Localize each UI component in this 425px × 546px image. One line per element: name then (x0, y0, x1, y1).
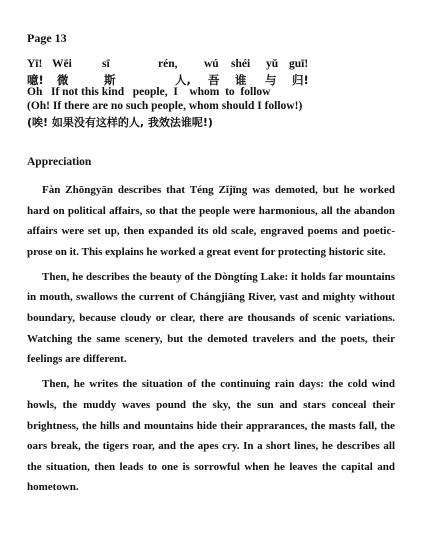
english-translation: (Oh! If there are no such people, whom should I follow!) (27, 100, 303, 112)
appreciation-body (27, 180, 395, 502)
pinyin-word: Wēi (52, 58, 72, 70)
pinyin-word: yǔ (266, 58, 279, 70)
pinyin-word: Yī! (27, 58, 43, 70)
chinese-translation: (唉! 如果没有这样的人, 我效法谁呢!) (27, 116, 213, 129)
hanzi-char: 斯 (104, 73, 116, 87)
pinyin-word: wú (204, 58, 219, 70)
hanzi-char: 归! (292, 73, 309, 87)
pinyin-word: shéi (231, 58, 251, 70)
english-gloss: Oh If not this kind people, I whom to follow (27, 86, 271, 98)
hanzi-char: 与 (265, 73, 277, 87)
hanzi-char: 微 (57, 73, 69, 87)
paragraph: Fàn Zhōngyān describes that Téng Zǐjīng was demoted, but he worked hard on political affairs, so that the people were harmonious, all the abandon affairs were set up, then expanded its old scale, engraved poems and poetic-prose on it. This explains he worked a great event for protecting historic site. (27, 184, 395, 258)
pinyin-word: guī! (289, 58, 309, 70)
hanzi-char: 谁 (235, 73, 247, 87)
paragraph: Then, he describes the beauty of the Dòngtíng Lake: it holds far mountains in mouth, swallows the current of Chángjiāng River, vast and mighty without boundary, because cloudy or clear, there are thousands of scenic variations. Watching the same scenery, but the demoted travelers and the poets, their feelings are different. (27, 270, 395, 366)
hanzi-char: 噫! (27, 73, 44, 87)
pinyin-word: sī (102, 58, 110, 70)
paragraph: Then, he writes the situation of the continuing rain days: the cold wind howls, the muddy waves pound the sky, the sun and stars conceal their brightness, the hills and mountains hide their apprarances, the masts fall, the oars break, the tigers roar, and the apes cry. In a short lines, he describes all the situation, then leads to one is sorrowful when he leaves the capital and hometown. (27, 378, 395, 494)
hanzi-char: 吾 (208, 73, 220, 87)
hanzi-char: 人, (175, 73, 191, 87)
section-heading: Appreciation (27, 156, 92, 168)
page-title: Page 13 (27, 31, 67, 45)
pinyin-word: rén, (158, 58, 178, 70)
